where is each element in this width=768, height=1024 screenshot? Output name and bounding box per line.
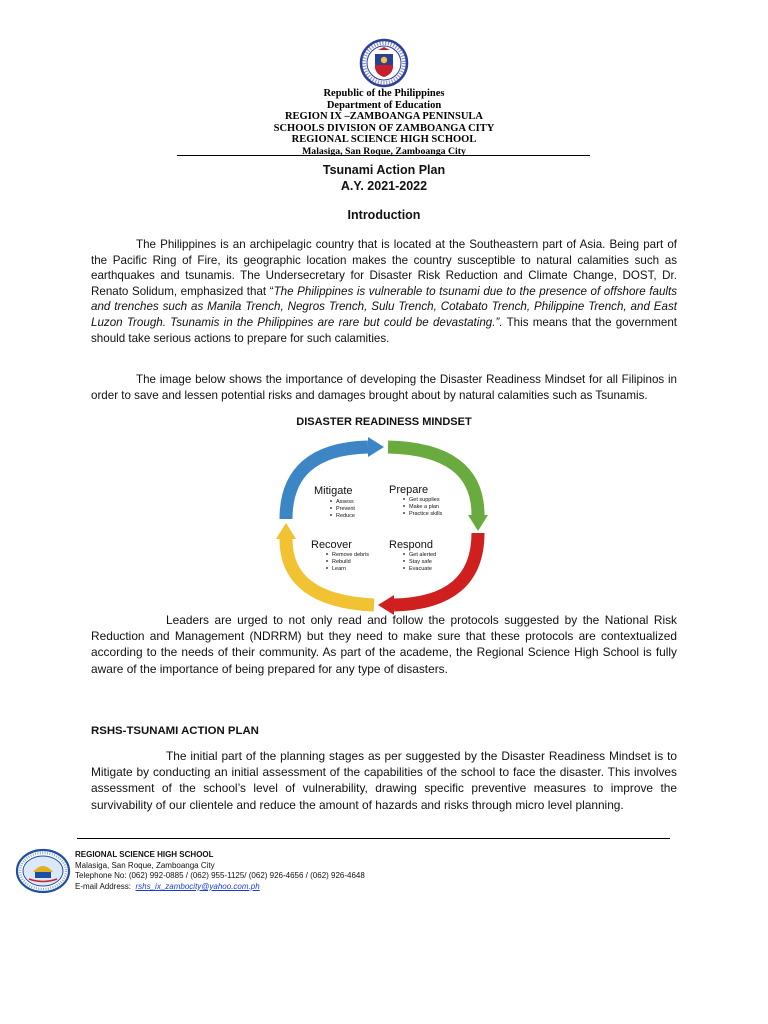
footer-email-row xyxy=(75,882,365,893)
intro-paragraph-1 xyxy=(91,237,677,346)
letterhead-line: REGIONAL SCIENCE HIGH SCHOOL xyxy=(291,134,477,145)
footer-contact xyxy=(75,850,365,892)
quadrant-item: Learn xyxy=(332,566,347,572)
quadrant-label-respond: Respond xyxy=(389,539,434,551)
quadrant-item: Remove debris xyxy=(332,552,369,558)
quadrant-item: Evacuate xyxy=(409,566,432,572)
prepare-arrowhead xyxy=(468,515,488,531)
letterhead-line: SCHOOLS DIVISION OF ZAMBOANGA CITY xyxy=(273,122,495,134)
intro-paragraph-2 xyxy=(91,372,677,403)
quadrant-item: Reduce xyxy=(336,513,355,519)
rshs-logo-icon xyxy=(15,848,71,894)
intro-text: The Philippines is an archipelagic country that is located at the Southeastern part of Asia. Being part of the Pacific Ring of Fire, its geographic location makes the country susceptible to natural calamities such as earthquakes and tsunamis. The Undersecretary for Disaster Risk Reduction and Climate Change, DOST, Dr. Renato Solidum, emphasized that “ xyxy=(91,238,677,298)
footer-email-label: E-mail Address: xyxy=(75,881,132,891)
solidum-quote: The Philippines is vulnerable to tsunami due to the presence of offshore faults and trenches such as Manila Trench, Negros Trench, Sulu Trench, Cotabato Trench, Philippine Trench, and East Luzon Trough. Tsunamis in the Philippines are rare but could be devastating.”. xyxy=(91,284,678,329)
quadrant-item: Make a plan xyxy=(409,504,439,510)
mitigate-arrowhead xyxy=(368,437,384,457)
quadrant-item: Rebuild xyxy=(332,559,351,565)
intro-text-end: This means that the government should take serious actions to prepare for such calamities. xyxy=(91,315,677,345)
intro-text-2: The image below shows the importance of developing the Disaster Readiness Mindset for all Filipinos in order to save and lessen potential risks and damages brought about by natural calamities such as Tsunamis. xyxy=(91,373,677,402)
header-divider xyxy=(177,155,590,156)
document-title: Tsunami Action Plan xyxy=(322,163,446,177)
recover-arrowhead xyxy=(276,523,296,539)
disaster-readiness-cycle xyxy=(268,435,500,615)
mitigate-arc xyxy=(286,447,368,519)
letterhead-line: Malasiga, San Roque, Zamboanga City xyxy=(302,145,466,157)
leaders-text: Leaders are urged to not only read and follow the protocols suggested by the National Risk Reduction and Management (NDRRM) but they need to make sure that these protocols are contextualized according to the needs of their community. As part of the academe, the Regional Science High School is fully aware of the importance of being prepared for any type of disasters. xyxy=(91,613,677,676)
letterhead-line: Republic of the Philippines xyxy=(323,88,445,99)
quadrant-item: Get supplies xyxy=(409,497,440,503)
quadrant-item: Get alerted xyxy=(409,552,437,558)
footer-school-name: REGIONAL SCIENCE HIGH SCHOOL xyxy=(75,850,214,859)
letterhead xyxy=(150,88,618,157)
footer-divider xyxy=(77,838,670,839)
quadrant-label-recover: Recover xyxy=(311,539,352,551)
academic-year: A.Y. 2021-2022 xyxy=(340,179,428,193)
letterhead-line: REGION IX –ZAMBOANGA PENINSULA xyxy=(284,111,484,122)
section-title-introduction: Introduction xyxy=(347,208,421,222)
quadrant-item: Assess xyxy=(336,499,354,505)
diagram-title: DISASTER READINESS MINDSET xyxy=(296,416,472,428)
action-plan-text: The initial part of the planning stages as per suggested by the Disaster Readiness Mindset is to Mitigate by conducting an initial assessment of the capabilities of the school to face the disaster. This involves assessment of the school’s level of vulnerability, drawing specific preventive measures to improve the survivability of our clientele and reduce the amount of hazards and risks through micro level planning. xyxy=(91,749,677,812)
quadrant-label-mitigate: Mitigate xyxy=(314,485,353,497)
footer-email-link[interactable]: rshs_ix_zambocity@yahoo.com.ph xyxy=(135,881,260,891)
footer-address: Malasiga, San Roque, Zamboanga City xyxy=(75,860,215,870)
quadrant-item: Stay safe xyxy=(409,559,432,565)
quadrant-item: Prevent xyxy=(336,506,355,512)
document-title-block xyxy=(0,162,768,194)
deped-seal-icon xyxy=(349,38,419,88)
action-plan-heading: RSHS-TSUNAMI ACTION PLAN xyxy=(91,725,259,737)
quadrant-item: Practice skills xyxy=(409,511,443,517)
quadrant-label-prepare: Prepare xyxy=(389,484,429,496)
footer-telephone: Telephone No: (062) 992-0885 / (062) 955-1125/ (062) 926-4656 / (062) 926-4648 xyxy=(75,871,365,881)
letterhead-line: Department of Education xyxy=(326,99,442,111)
leaders-paragraph xyxy=(91,612,677,677)
action-plan-paragraph xyxy=(91,748,677,813)
